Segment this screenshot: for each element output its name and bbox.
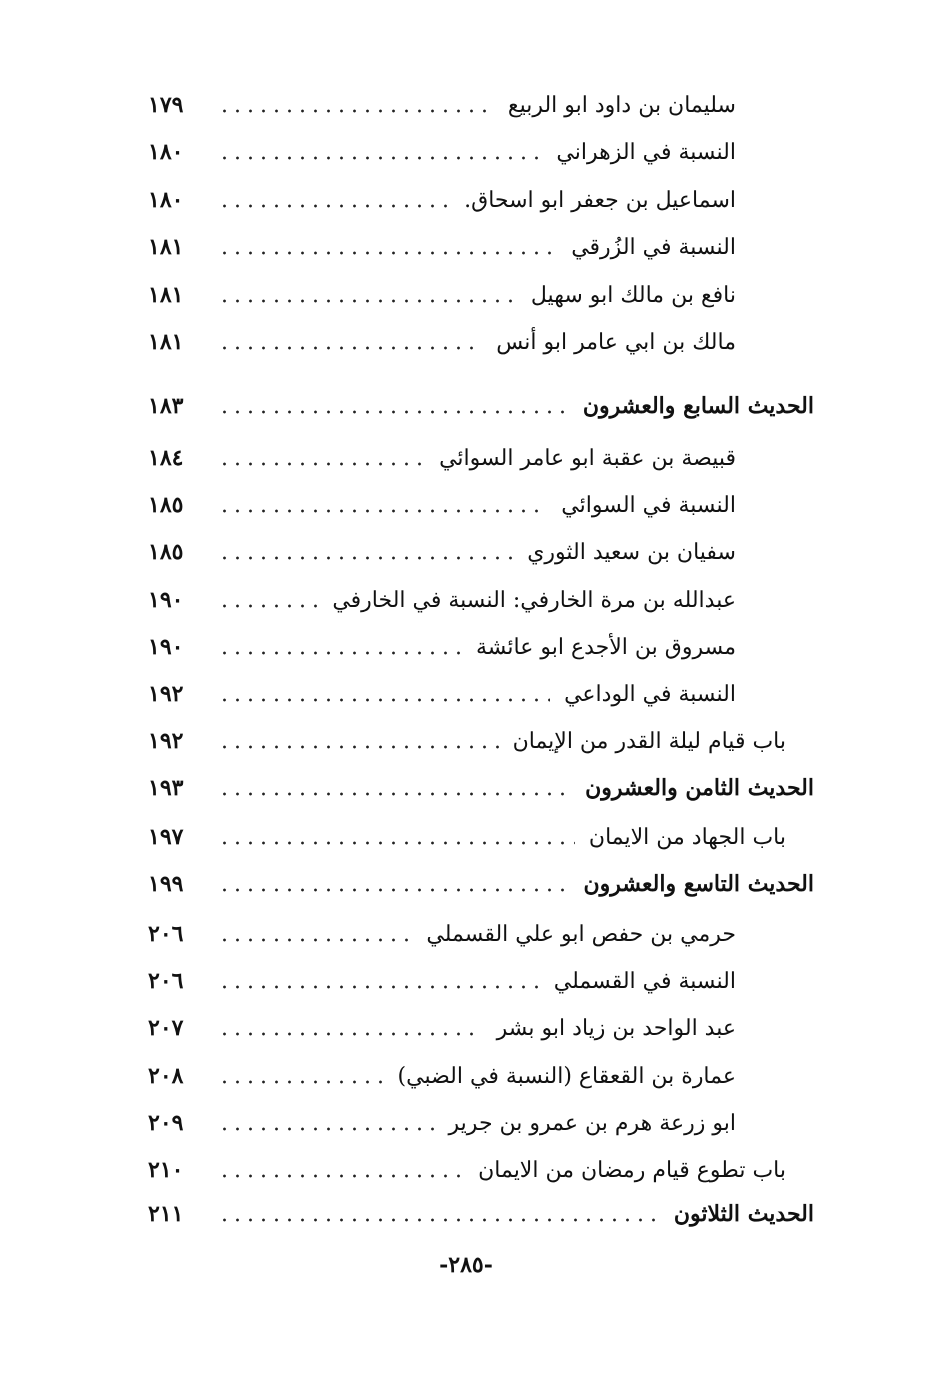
dot-leader	[218, 462, 425, 466]
toc-page-number: ١٨١	[148, 282, 184, 308]
toc-entry	[148, 1103, 736, 1143]
toc-entry	[148, 227, 736, 267]
toc-page-number: ١٨٥	[148, 492, 184, 518]
toc-page-number: ٢١٠	[148, 1157, 184, 1183]
toc-page-number: ٢٠٨	[148, 1063, 184, 1089]
toc-section-heading	[148, 386, 814, 426]
toc-page-number: ١٩٠	[148, 634, 184, 660]
toc-entry-title: سليمان بن داود ابو الربيع	[507, 92, 736, 118]
toc-page-number: ١٩٩	[148, 871, 184, 897]
toc-entry-title: عبد الواحد بن زياد ابو بشر	[496, 1015, 736, 1041]
toc-page-number: ١٨٠	[148, 139, 184, 165]
toc-section-heading	[148, 864, 814, 904]
toc-entry-title: عمارة بن القعقاع (النسبة في الضبي)	[397, 1063, 736, 1089]
toc-page-number: ١٨٤	[148, 445, 184, 471]
toc-entry-title: النسبة في السوائي	[561, 492, 736, 518]
toc-page-number: ١٨٣	[148, 393, 184, 419]
dot-leader	[218, 841, 575, 845]
toc-page-number: ١٨١	[148, 329, 184, 355]
toc-heading-title: الحديث الثلاثون	[673, 1201, 814, 1227]
toc-entry-title: باب قيام ليلة القدر من الإيمان	[512, 728, 786, 754]
toc-entry-title: النسبة في القسملي	[553, 968, 736, 994]
toc-page-number: ١٨١	[148, 234, 184, 260]
toc-page-number: ٢٠٩	[148, 1110, 184, 1136]
toc-page-number: ١٨٠	[148, 187, 184, 213]
toc-entry	[148, 438, 736, 478]
toc-page-number: ٢٠٦	[148, 968, 184, 994]
dot-leader	[218, 251, 557, 255]
dot-leader	[218, 109, 494, 113]
dot-leader	[218, 1127, 435, 1131]
toc-entry	[148, 485, 736, 525]
dot-leader	[218, 938, 412, 942]
toc-entry-title: مالك بن ابي عامر ابو أنس	[496, 329, 736, 355]
dot-leader	[218, 651, 462, 655]
toc-entry-title: سفيان بن سعيد الثوري	[527, 539, 736, 565]
dot-leader	[218, 410, 569, 414]
toc-entry-title: حرمي بن حفص ابو علي القسملي	[426, 921, 736, 947]
toc-page-number: ٢٠٧	[148, 1015, 184, 1041]
dot-leader	[218, 156, 542, 160]
toc-entry	[148, 1008, 736, 1048]
toc-entry-title: عبدالله بن مرة الخارفي: النسبة في الخارفي	[332, 587, 736, 613]
dot-leader	[218, 1174, 464, 1178]
toc-entry-title: النسبة في الوداعي	[564, 681, 736, 707]
toc-page-number: ٢٠٦	[148, 921, 184, 947]
toc-entry	[148, 961, 736, 1001]
toc-entry-title: مسروق بن الأجدع ابو عائشة	[476, 634, 736, 660]
dot-leader	[218, 792, 571, 796]
dot-leader	[218, 556, 513, 560]
toc-entry	[148, 674, 736, 714]
dot-leader	[218, 509, 547, 513]
dot-leader	[218, 346, 482, 350]
toc-entry	[148, 817, 786, 857]
toc-entry-title: النسبة في الزُرقي	[571, 234, 736, 260]
toc-entry-title: باب الجهاد من الايمان	[588, 824, 786, 850]
toc-entry	[148, 1056, 736, 1096]
dot-leader	[218, 1032, 483, 1036]
dot-leader	[218, 1080, 384, 1084]
toc-heading-title: الحديث السابع والعشرون	[582, 393, 814, 419]
dot-leader	[218, 1218, 660, 1222]
toc-entry	[148, 85, 736, 125]
dot-leader	[218, 698, 550, 702]
dot-leader	[218, 299, 517, 303]
dot-leader	[218, 745, 499, 749]
toc-entry-title: اسماعيل بن جعفر ابو اسحاق.	[464, 187, 736, 213]
toc-entry-title: نافع بن مالك ابو سهيل	[530, 282, 736, 308]
toc-page-number: ١٧٩	[148, 92, 184, 118]
toc-entry-title: النسبة في الزهراني	[556, 139, 736, 165]
toc-entry	[148, 580, 736, 620]
toc-entry	[148, 532, 736, 572]
toc-page-number: ١٩٢	[148, 728, 184, 754]
dot-leader	[218, 204, 450, 208]
toc-entry	[148, 322, 736, 362]
toc-entry	[148, 914, 736, 954]
toc-heading-title: الحديث الثامن والعشرون	[585, 775, 814, 801]
toc-page-number: ١٨٥	[148, 539, 184, 565]
toc-heading-title: الحديث التاسع والعشرون	[583, 871, 814, 897]
toc-entry	[148, 721, 786, 761]
toc-entry	[148, 180, 736, 220]
toc-page-number: ١٩٠	[148, 587, 184, 613]
toc-entry	[148, 1150, 786, 1190]
toc-page-number: ١٩٧	[148, 824, 184, 850]
toc-section-heading	[148, 1194, 814, 1234]
toc-entry-title: باب تطوع قيام رمضان من الايمان	[478, 1157, 786, 1183]
toc-page-number: ٢١١	[148, 1201, 184, 1227]
dot-leader	[218, 604, 318, 608]
toc-entry	[148, 627, 736, 667]
toc-page-number: ١٩٢	[148, 681, 184, 707]
toc-entry-title: ابو زرعة هرم بن عمرو بن جرير	[448, 1110, 736, 1136]
toc-page-number: ١٩٣	[148, 775, 184, 801]
toc-entry	[148, 275, 736, 315]
toc-section-heading	[148, 768, 814, 808]
dot-leader	[218, 985, 540, 989]
toc-entry	[148, 132, 736, 172]
toc-entry-title: قبيصة بن عقبة ابو عامر السوائي	[439, 445, 736, 471]
dot-leader	[218, 888, 569, 892]
page-number-footer: -٢٨٥-	[439, 1252, 493, 1278]
